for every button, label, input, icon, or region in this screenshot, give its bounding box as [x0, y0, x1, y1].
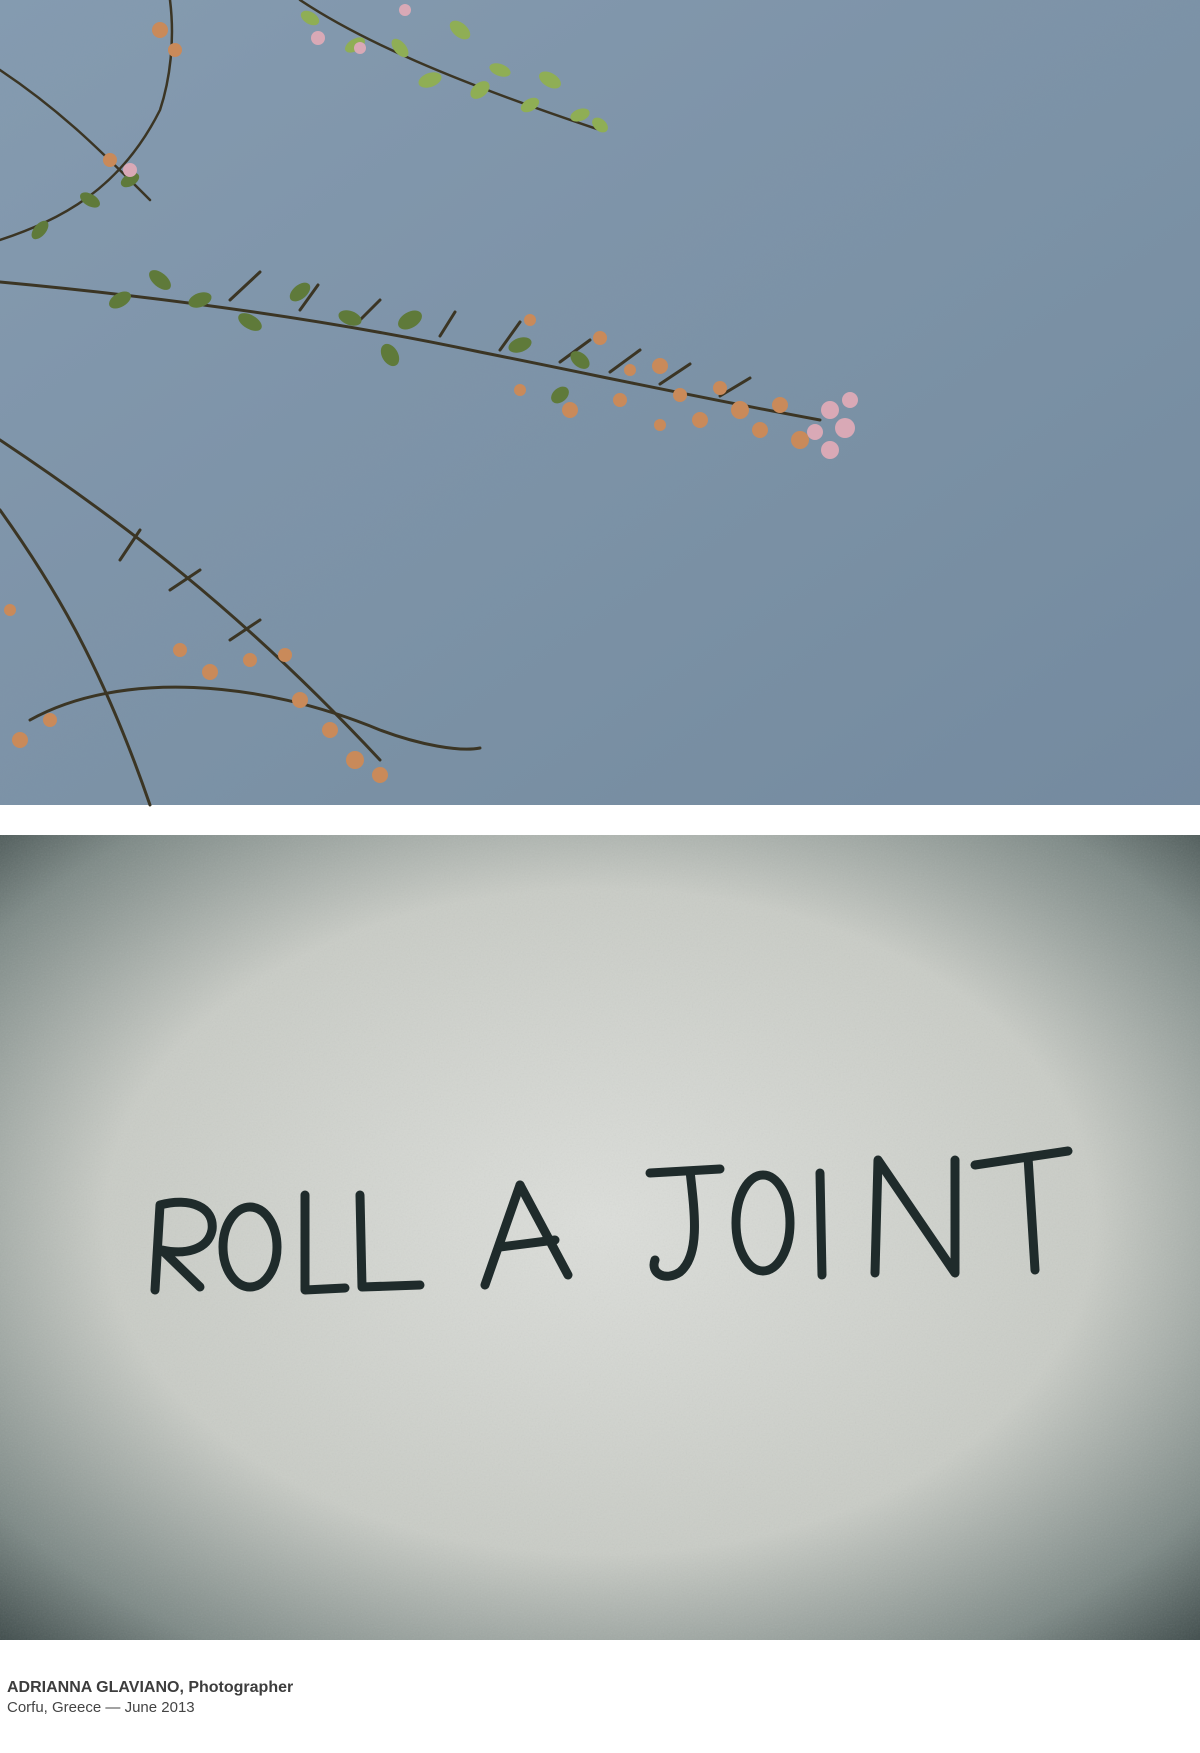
- photo-flowering-branches: [0, 0, 1200, 805]
- credit-separator: ,: [179, 1679, 189, 1696]
- branches-image: [0, 0, 1200, 805]
- graffiti-text: ROLL A JOINT: [0, 822, 106, 839]
- caption-dash: —: [101, 1699, 125, 1716]
- photo-location: Corfu, Greece: [7, 1699, 102, 1716]
- photographer-credit: [7, 1678, 1187, 1698]
- photo-graffiti-wall: [0, 822, 1200, 1640]
- photographer-name: ADRIANNA GLAVIANO: [7, 1679, 180, 1696]
- photo-caption: [7, 1678, 1187, 1718]
- graffiti-image: [0, 822, 1200, 1640]
- photo-location-date: [7, 1698, 1187, 1718]
- photo-date: June 2013: [124, 1699, 195, 1716]
- photographer-role: Photographer: [188, 1679, 294, 1696]
